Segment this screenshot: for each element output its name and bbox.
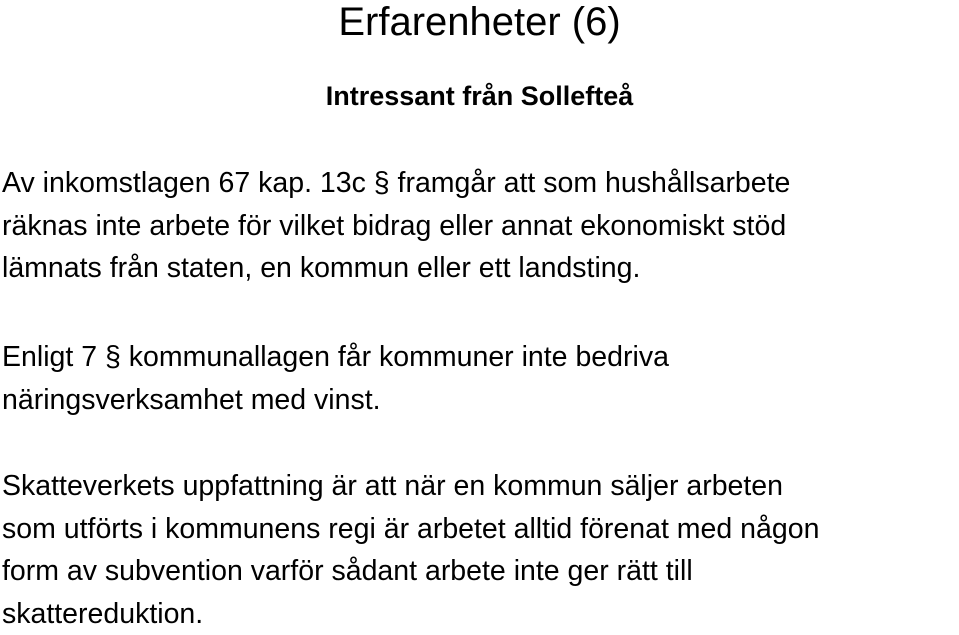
paragraph-line: Skatteverkets uppfattning är att när en kommun säljer arbeten	[2, 465, 819, 508]
paragraph-line: lämnats från staten, en kommun eller ett landsting.	[2, 247, 790, 290]
paragraph-municipal-law	[2, 336, 669, 421]
paragraph-line: som utförts i kommunens regi är arbetet alltid förenat med någon	[2, 508, 819, 551]
paragraph-line: skattereduktion.	[2, 593, 819, 635]
slide-subtitle: Intressant från Sollefteå	[0, 80, 959, 112]
paragraph-line: Av inkomstlagen 67 kap. 13c § framgår att som hushållsarbete	[2, 162, 790, 205]
paragraph-tax-agency-view	[2, 465, 819, 635]
paragraph-line: form av subvention varför sådant arbete inte ger rätt till	[2, 550, 819, 593]
paragraph-line: räknas inte arbete för vilket bidrag eller annat ekonomiskt stöd	[2, 205, 790, 248]
slide-title: Erfarenheter (6)	[0, 0, 959, 44]
paragraph-line: Enligt 7 § kommunallagen får kommuner inte bedriva	[2, 336, 669, 379]
paragraph-line: näringsverksamhet med vinst.	[2, 379, 669, 422]
paragraph-income-tax-law	[2, 162, 790, 290]
